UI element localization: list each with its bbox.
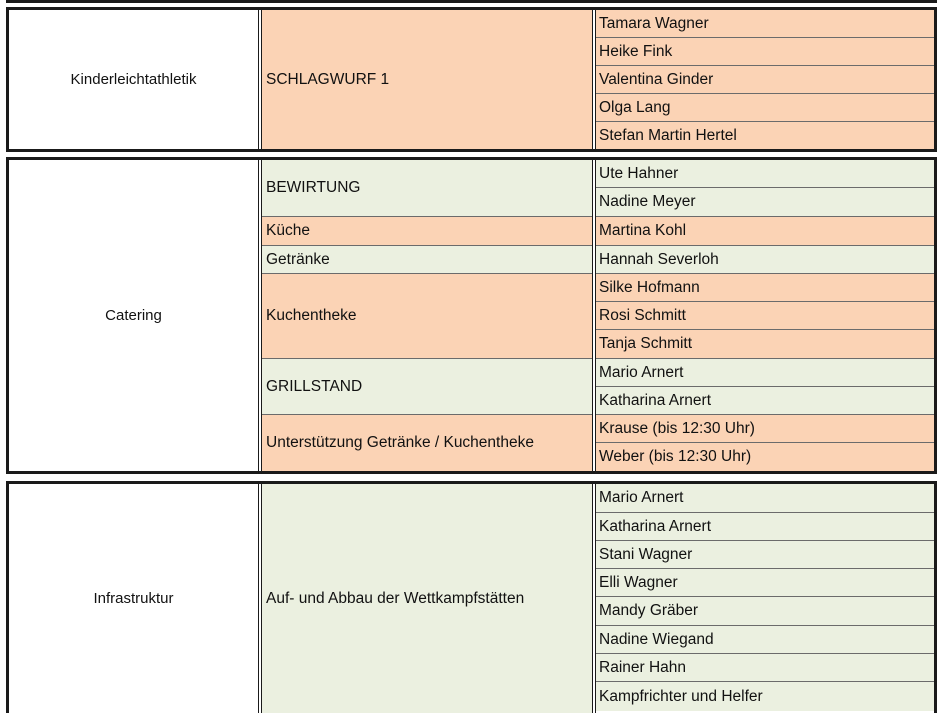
area-label: Kinderleichtathletik xyxy=(9,10,262,149)
task-column xyxy=(262,484,596,713)
person-cell: Martina Kohl xyxy=(596,217,934,246)
task-cell: Getränke xyxy=(262,246,592,274)
person-cell: Stani Wagner xyxy=(596,541,934,569)
person-cell: Katharina Arnert xyxy=(596,513,934,541)
task-cell: GRILLSTAND xyxy=(262,359,592,415)
task-cell: Kuchentheke xyxy=(262,274,592,359)
area-label: Infrastruktur xyxy=(9,484,262,713)
person-cell: Stefan Martin Hertel xyxy=(596,122,934,149)
task-cell: Unterstützung Getränke / Kuchentheke xyxy=(262,415,592,471)
person-cell: Heike Fink xyxy=(596,38,934,66)
person-cell: Kampfrichter und Helfer xyxy=(596,682,934,711)
people-column xyxy=(596,160,934,471)
person-cell: Weber (bis 12:30 Uhr) xyxy=(596,443,934,471)
person-cell: Hannah Severloh xyxy=(596,246,934,274)
person-cell: Nadine Meyer xyxy=(596,188,934,217)
section-infrastruktur xyxy=(6,481,937,713)
person-cell: Krause (bis 12:30 Uhr) xyxy=(596,415,934,443)
section-catering xyxy=(6,157,937,474)
person-cell: Nadine Wiegand xyxy=(596,626,934,654)
person-cell: Mario Arnert xyxy=(596,484,934,513)
person-cell: Ute Hahner xyxy=(596,160,934,188)
area-label: Catering xyxy=(9,160,262,471)
task-column xyxy=(262,10,596,149)
person-cell: Tamara Wagner xyxy=(596,10,934,38)
person-cell: Olga Lang xyxy=(596,94,934,122)
task-cell: SCHLAGWURF 1 xyxy=(262,10,592,149)
task-column xyxy=(262,160,596,471)
task-cell: Küche xyxy=(262,217,592,246)
person-cell: Valentina Ginder xyxy=(596,66,934,94)
task-cell: BEWIRTUNG xyxy=(262,160,592,217)
task-cell: Auf- und Abbau der Wettkampfstätten xyxy=(262,484,592,713)
people-column xyxy=(596,10,934,149)
person-cell: Tanja Schmitt xyxy=(596,330,934,359)
section-kinderleichtathletik xyxy=(6,7,937,152)
person-cell: Mandy Gräber xyxy=(596,597,934,626)
person-cell: Elli Wagner xyxy=(596,569,934,597)
person-cell: Rainer Hahn xyxy=(596,654,934,682)
person-cell: Mario Arnert xyxy=(596,359,934,387)
person-cell: Rosi Schmitt xyxy=(596,302,934,330)
people-column xyxy=(596,484,934,713)
person-cell: Katharina Arnert xyxy=(596,387,934,415)
person-cell: Silke Hofmann xyxy=(596,274,934,302)
top-rule xyxy=(6,0,937,3)
